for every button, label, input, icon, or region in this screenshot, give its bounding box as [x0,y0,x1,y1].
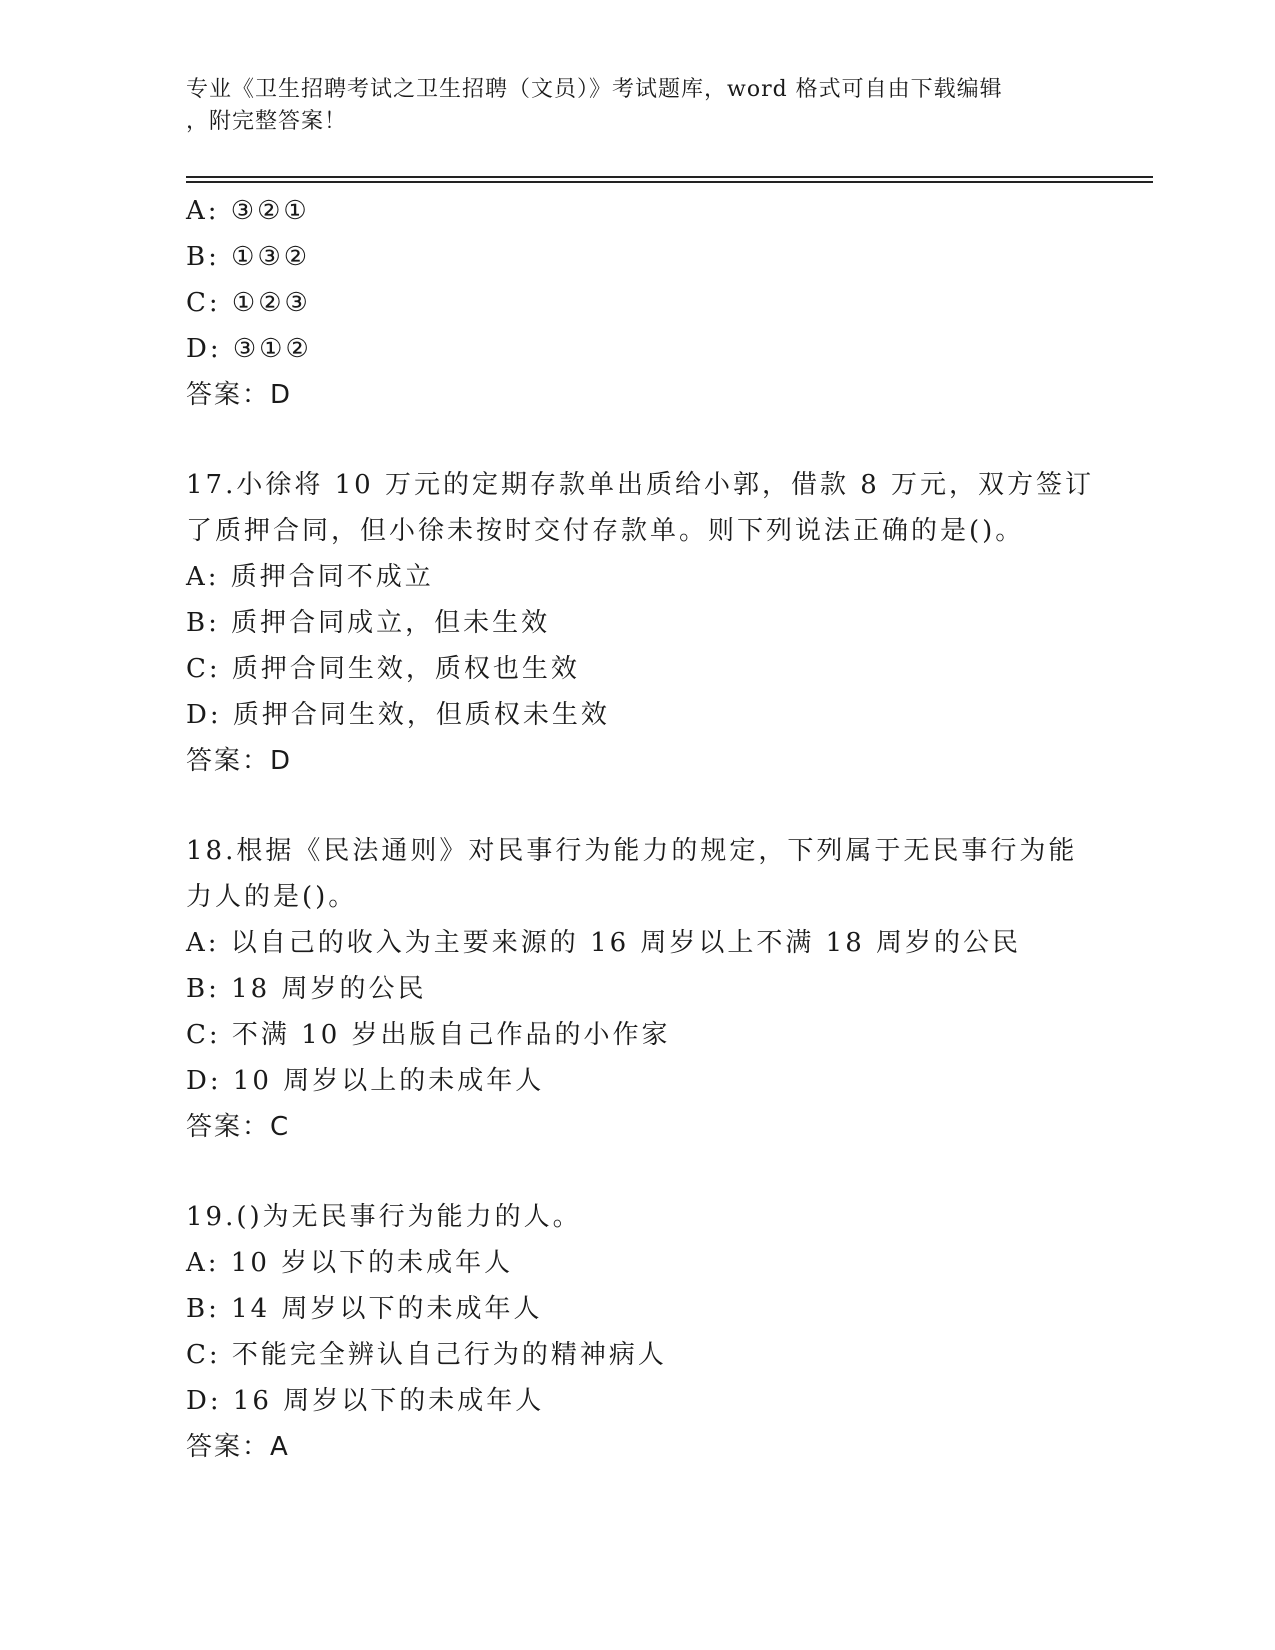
option-a: A: 10 岁以下的未成年人 [186,1248,514,1278]
spacer [186,418,1086,462]
option-d: D: 16 周岁以下的未成年人 [186,1386,545,1416]
question-list [186,188,1095,1470]
answer: 答案：D [186,746,293,776]
spacer [186,1150,1086,1194]
header-divider-top [186,176,1153,178]
option-b: B: ①③② [186,242,311,272]
option-c: C: ①②③ [186,288,311,318]
question-17 [186,462,1095,784]
option-a: A: 质押合同不成立 [186,562,434,592]
answer: 答案：C [186,1112,291,1142]
header-divider-bottom [186,181,1153,183]
option-b: B: 18 周岁的公民 [186,974,427,1004]
option-d: D: ③①② [186,334,312,364]
spacer [186,784,1086,828]
option-b: B: 质押合同成立，但未生效 [186,608,551,638]
option-c: C: 不满 10 岁出版自己作品的小作家 [186,1020,671,1050]
question-16 [186,188,1086,418]
header-line-2: ，附完整答案！ [186,109,348,134]
question-stem: 18.根据《民法通则》对民事行为能力的规定，下列属于无民事行为能 [186,836,1078,866]
question-stem: 19.()为无民事行为能力的人。 [186,1202,582,1232]
answer: 答案：D [186,380,293,410]
option-a: A: 以自己的收入为主要来源的 16 周岁以上不满 18 周岁的公民 [186,928,1022,958]
header-line-1: 专业《卫生招聘考试之卫生招聘（文员）》考试题库，word 格式可自由下载编辑 [186,77,1003,102]
question-stem-continued: 了质押合同，但小徐未按时交付存款单。则下列说法正确的是()。 [186,516,1025,546]
option-b: B: 14 周岁以下的未成年人 [186,1294,543,1324]
answer: 答案：A [186,1432,290,1462]
option-c: C: 质押合同生效，质权也生效 [186,654,580,684]
option-a: A: ③②① [186,196,310,226]
question-19 [186,1194,1086,1470]
question-stem-continued: 力人的是()。 [186,882,358,912]
option-d: D: 质押合同生效，但质权未生效 [186,700,610,730]
option-c: C: 不能完全辨认自己行为的精神病人 [186,1340,667,1370]
question-stem: 17.小徐将 10 万元的定期存款单出质给小郭，借款 8 万元，双方签订 [186,470,1095,500]
option-d: D: 10 周岁以上的未成年人 [186,1066,545,1096]
question-18 [186,828,1086,1150]
document-header [186,74,1066,138]
